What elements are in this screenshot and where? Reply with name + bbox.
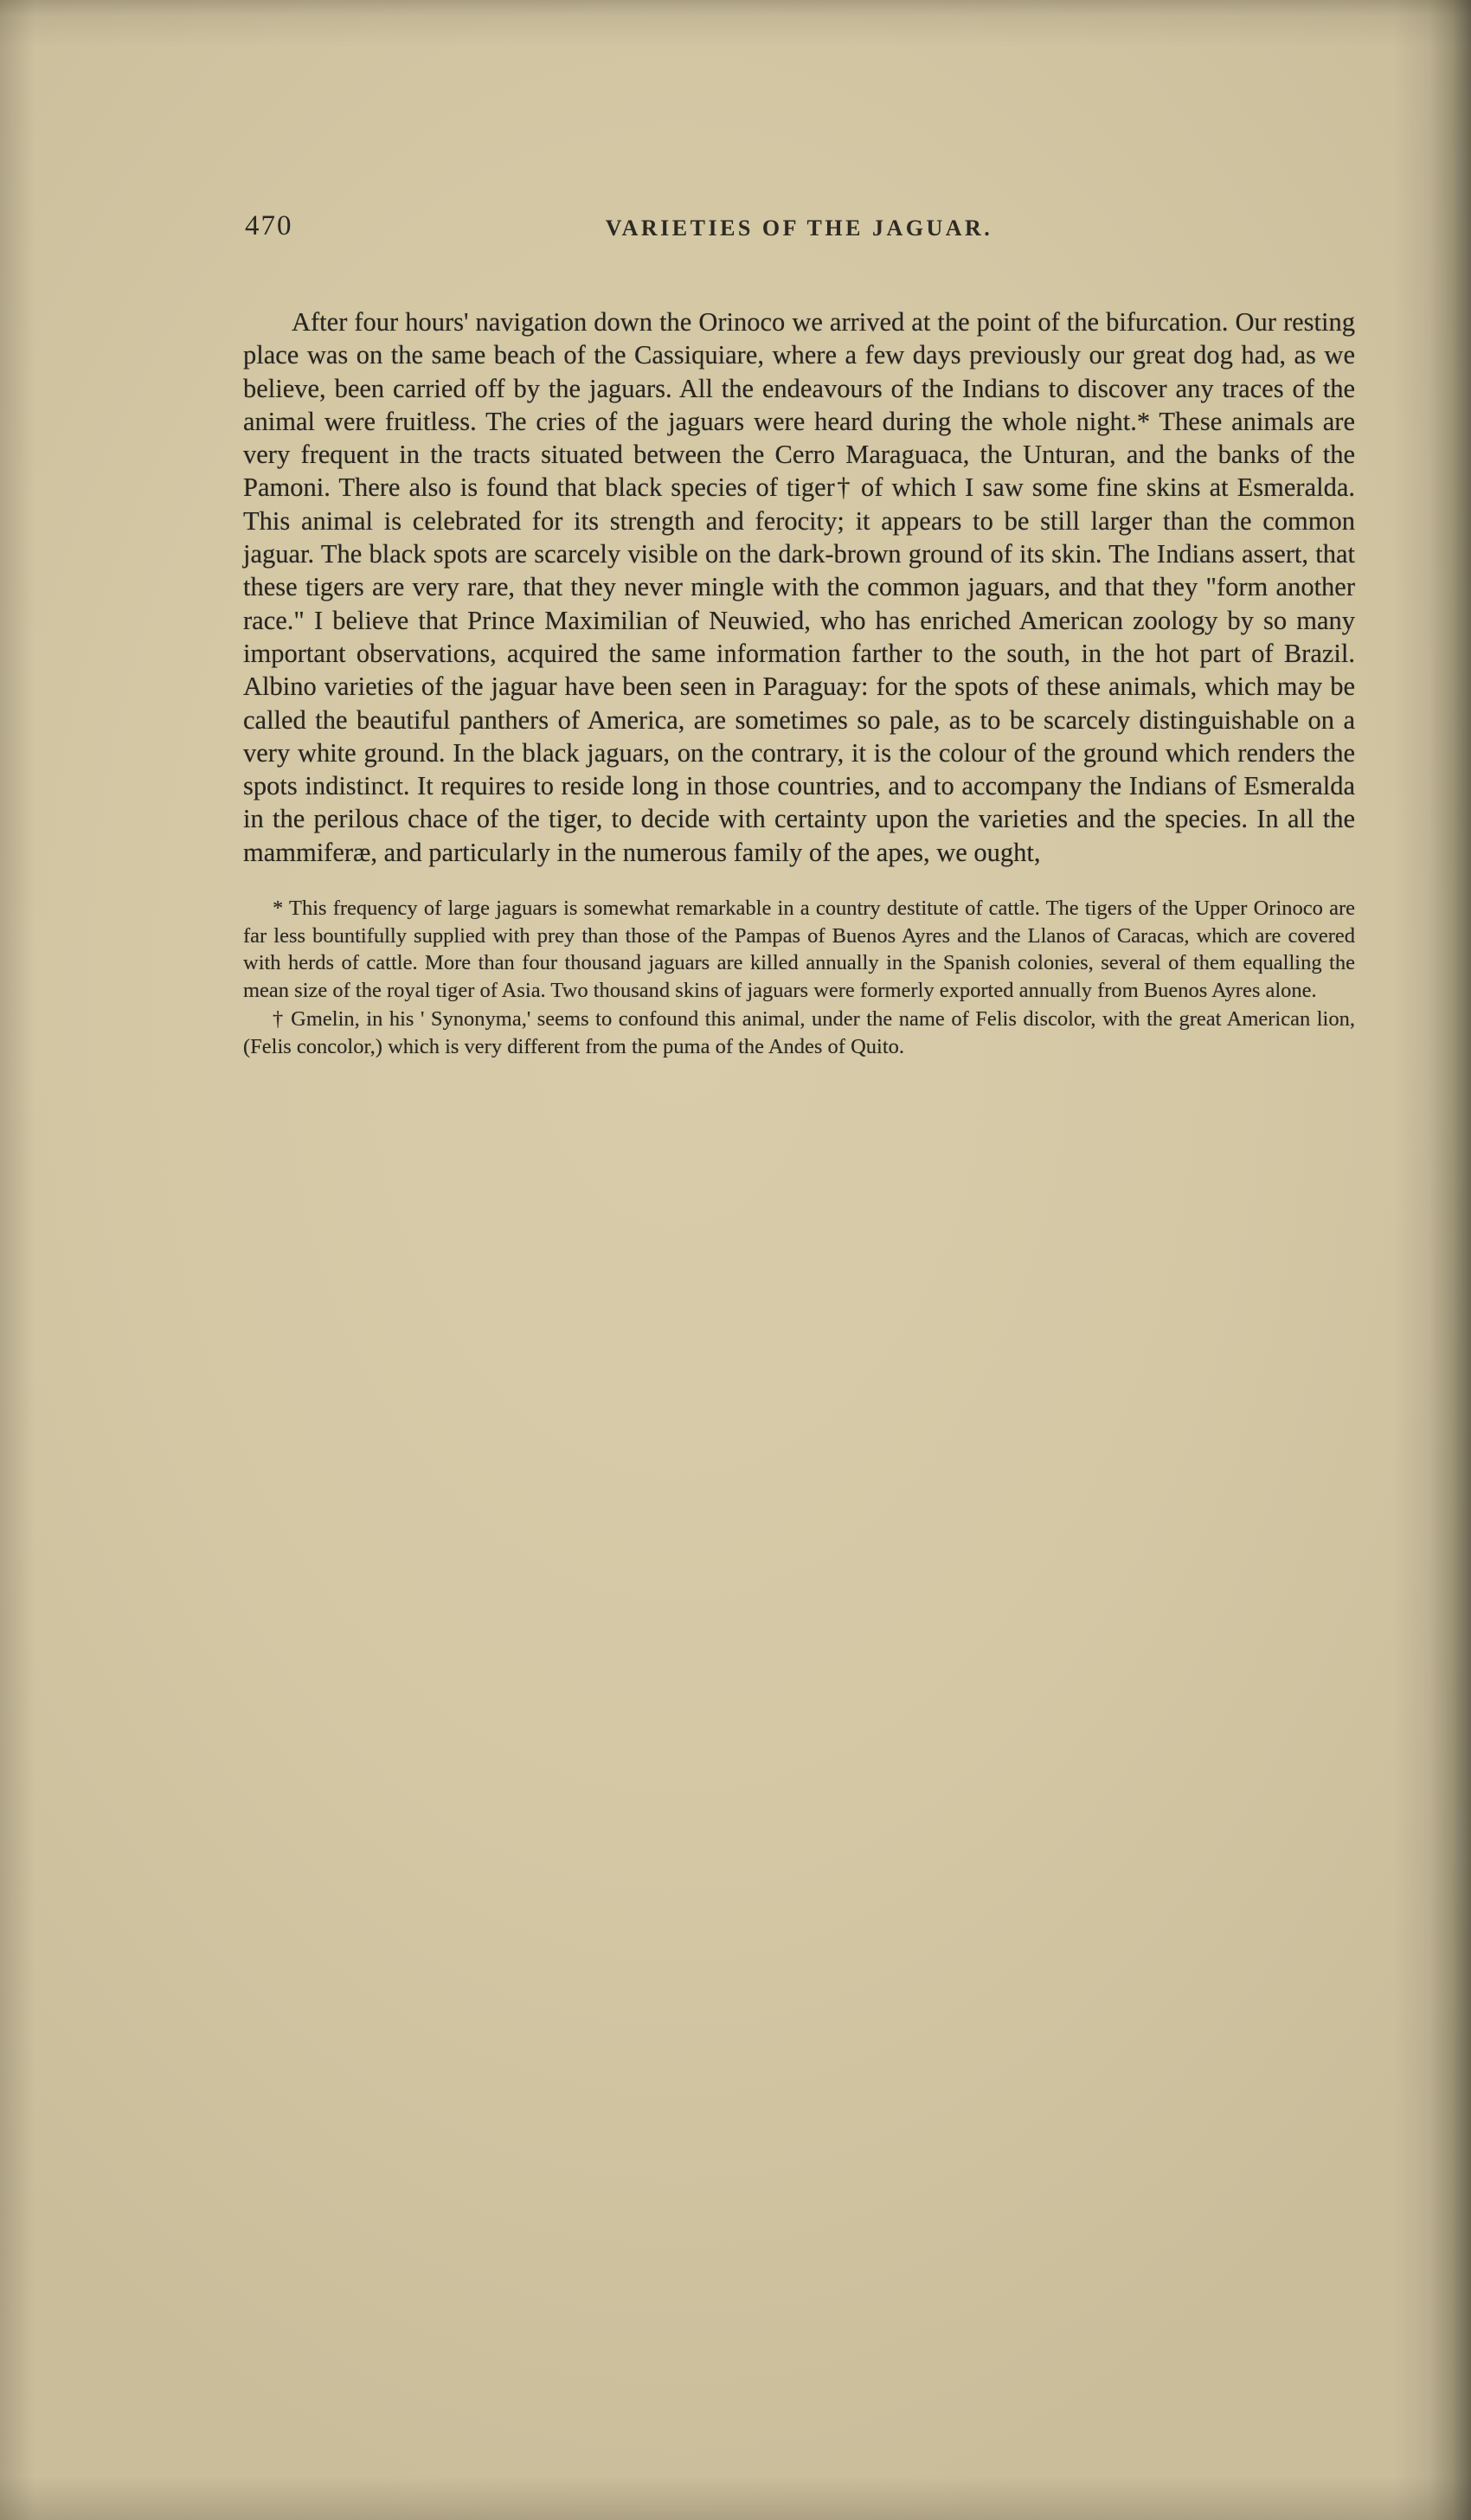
text-block bbox=[243, 210, 1355, 1060]
footnote-dagger: † Gmelin, in his ' Synonyma,' seems to confound this animal, under the name of Felis discolor, with the great American lion, (Felis concolor,) which is very different from the puma of the Andes of Quito. bbox=[243, 1007, 1355, 1058]
page-header bbox=[243, 210, 1355, 255]
body-paragraph: After four hours' navigation down the Orinoco we arrived at the point of the bifurcation. Our resting place was on the same beach of the Cassiquiare, where a few days previously our great dog had, as we believe, been carried off by the jaguars. All the endeavours of the Indians to discover any traces of the animal were fruitless. The cries of the jaguars were heard during the whole night.* These animals are very frequent in the tracts situated between the Cerro Maraguaca, the Unturan, and the banks of the Pamoni. There also is found that black species of tiger† of which I saw some fine skins at Esmeralda. This animal is celebrated for its strength and ferocity; it appears to be still larger than the common jaguar. The black spots are scarcely visible on the dark-brown ground of its skin. The Indians assert, that these tigers are very rare, that they never mingle with the common jaguars, and that they "form another race." I believe that Prince Maximilian of Neuwied, who has enriched American zoology by so many important observations, acquired the same information farther to the south, in the hot part of Brazil. Albino varieties of the jaguar have been seen in Paraguay: for the spots of these animals, which may be called the beautiful panthers of America, are sometimes so pale, as to be scarcely distinguishable on a very white ground. In the black jaguars, on the contrary, it is the colour of the ground which renders the spots indistinct. It requires to reside long in those countries, and to accompany the Indians of Esmeralda in the perilous chace of the tiger, to decide with certainty upon the varieties and the species. In all the mammiferæ, and particularly in the numerous family of the apes, we ought, bbox=[243, 307, 1355, 867]
running-header: VARIETIES OF THE JAGUAR. bbox=[605, 215, 993, 241]
footnotes-section bbox=[243, 895, 1355, 1060]
page-number: 470 bbox=[245, 210, 293, 241]
footnote-asterisk: * This frequency of large jaguars is somewhat remarkable in a country destitute of cattle. The tigers of the Upper Orinoco are far less bountifully supplied with prey than those of the Pampas of Buenos Ayres and the Llanos of Caracas, which are covered with herds of cattle. More than four thousand jaguars are killed annually in the Spanish colonies, several of them equalling the mean size of the royal tiger of Asia. Two thousand skins of jaguars were formerly exported annually from Buenos Ayres alone. bbox=[243, 897, 1355, 1002]
